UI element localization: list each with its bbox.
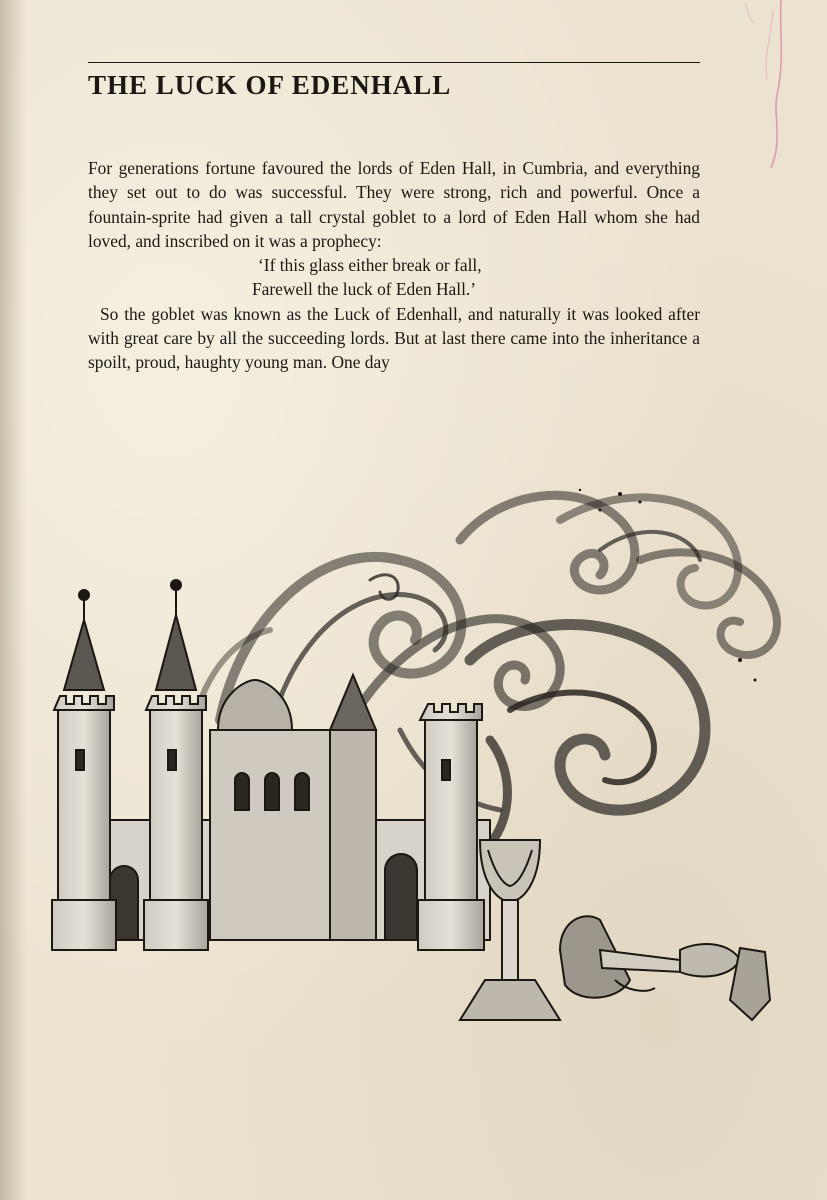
story-text	[88, 156, 700, 375]
verse-line-2: Farewell the luck of Eden Hall.’	[252, 279, 477, 300]
paragraph-2: So the goblet was known as the Luck of Edenhall, and naturally it was looked after with great care by all the succeeding lords. But at last there came into the inheritance a spoilt, proud, haughty young man. One day	[88, 303, 700, 373]
broken-goblet-icon	[560, 916, 770, 1020]
pink-ink-mark	[733, 0, 793, 170]
title-rule	[88, 62, 700, 63]
paragraph-1: For generations fortune favoured the lords of Eden Hall, in Cumbria, and everything they set out to do was successful. They were strong, rich and powerful. Once a fountain-sprite had given a tall crystal goblet to a lord of Eden Hall whom she had loved, and inscribed on it was a prophecy:	[88, 158, 700, 251]
castle-illustration	[40, 480, 800, 1060]
castle	[52, 580, 490, 950]
page-gutter-shadow	[0, 0, 26, 1200]
page-title: THE LUCK OF EDENHALL	[88, 70, 452, 100]
verse-line-1: ‘If this glass either break or fall,	[258, 255, 482, 276]
prophecy-verse	[88, 253, 700, 302]
